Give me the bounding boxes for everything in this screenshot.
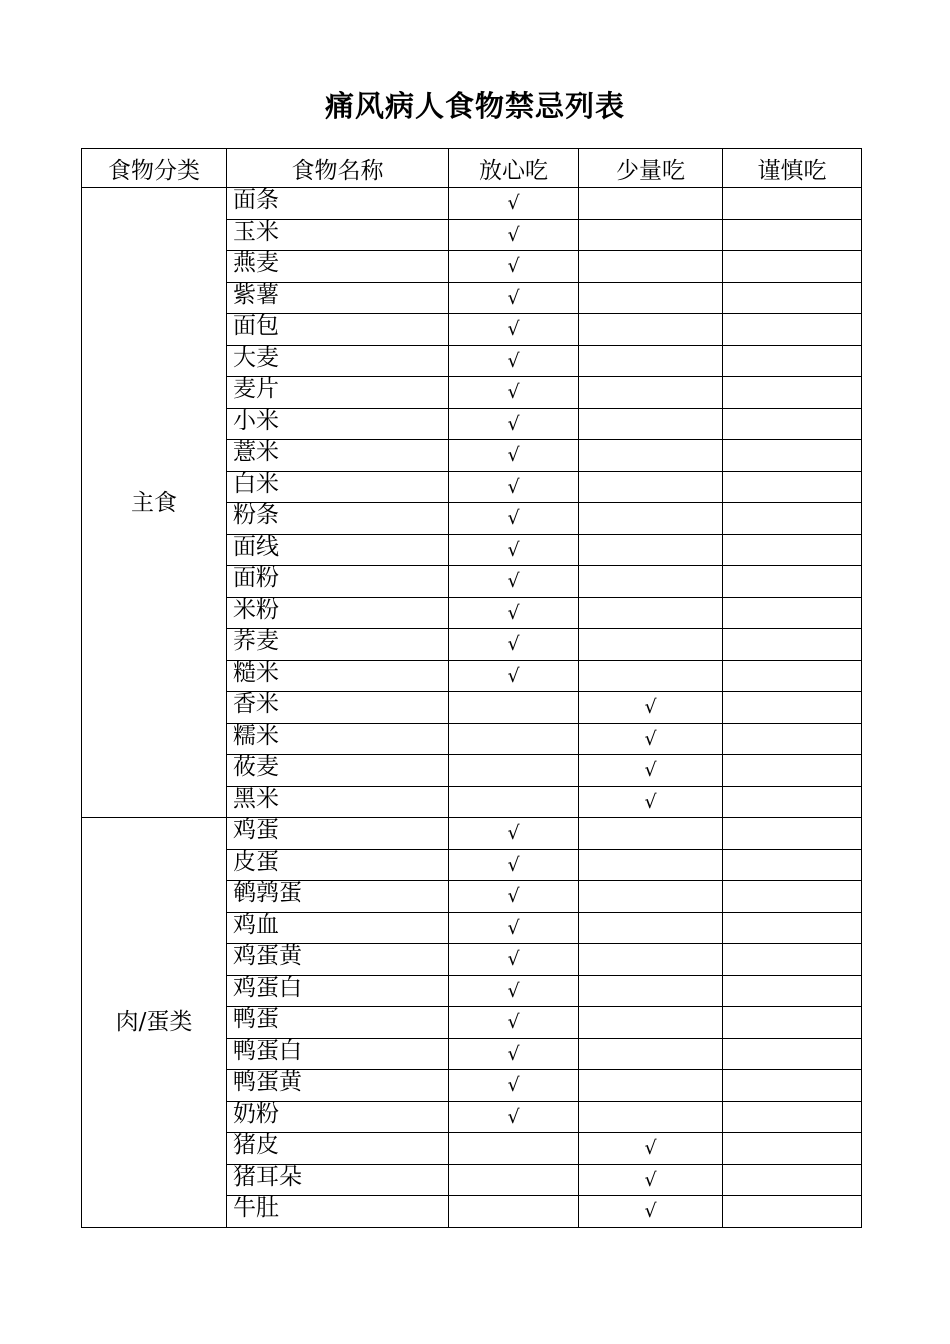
check-cell — [449, 723, 579, 755]
check-cell — [579, 597, 723, 629]
check-cell — [723, 912, 862, 944]
check-cell — [579, 282, 723, 314]
check-cell — [449, 345, 579, 377]
check-cell — [579, 975, 723, 1007]
check-cell — [723, 534, 862, 566]
check-cell — [449, 534, 579, 566]
check-mark: √ — [507, 570, 520, 593]
check-mark: √ — [507, 633, 520, 656]
check-cell — [579, 345, 723, 377]
check-mark: √ — [644, 759, 657, 782]
check-cell — [579, 503, 723, 535]
check-mark: √ — [507, 1011, 520, 1034]
check-cell — [579, 1007, 723, 1039]
header-category: 食物分类 — [82, 149, 227, 188]
food-name-cell: 猪耳朵 — [227, 1164, 449, 1196]
check-cell — [579, 534, 723, 566]
check-cell — [449, 377, 579, 409]
check-cell — [723, 408, 862, 440]
food-name-cell: 鸭蛋 — [227, 1007, 449, 1039]
check-cell — [579, 1164, 723, 1196]
check-cell — [723, 597, 862, 629]
check-cell — [579, 944, 723, 976]
food-name-cell: 荞麦 — [227, 629, 449, 661]
check-cell — [723, 471, 862, 503]
check-mark: √ — [507, 601, 520, 624]
food-name-cell: 燕麦 — [227, 251, 449, 283]
check-cell — [723, 1038, 862, 1070]
food-name-cell: 面条 — [227, 188, 449, 220]
check-cell — [723, 1133, 862, 1165]
header-row — [82, 149, 862, 188]
check-mark: √ — [507, 349, 520, 372]
check-cell — [449, 314, 579, 346]
check-cell — [449, 849, 579, 881]
check-mark: √ — [644, 1200, 657, 1223]
check-cell — [723, 944, 862, 976]
check-cell — [723, 881, 862, 913]
category-cell: 主食 — [82, 188, 227, 818]
check-cell — [449, 219, 579, 251]
check-cell — [723, 1196, 862, 1228]
check-cell — [579, 1038, 723, 1070]
check-cell — [723, 975, 862, 1007]
check-cell — [723, 314, 862, 346]
food-name-cell: 面线 — [227, 534, 449, 566]
check-cell — [723, 755, 862, 787]
check-mark: √ — [507, 885, 520, 908]
header-safe: 放心吃 — [449, 149, 579, 188]
food-name-cell: 鸡血 — [227, 912, 449, 944]
check-cell — [579, 188, 723, 220]
check-cell — [723, 566, 862, 598]
header-food-name: 食物名称 — [227, 149, 449, 188]
food-name-cell: 紫薯 — [227, 282, 449, 314]
check-cell — [579, 1070, 723, 1102]
check-cell — [723, 660, 862, 692]
check-cell — [579, 1101, 723, 1133]
check-cell — [723, 1007, 862, 1039]
check-cell — [723, 345, 862, 377]
check-cell — [449, 1038, 579, 1070]
check-cell — [449, 881, 579, 913]
food-name-cell: 糯米 — [227, 723, 449, 755]
check-cell — [449, 755, 579, 787]
check-cell — [449, 1164, 579, 1196]
check-cell — [579, 660, 723, 692]
check-cell — [579, 219, 723, 251]
food-name-cell: 鸡蛋 — [227, 818, 449, 850]
check-cell — [449, 440, 579, 472]
check-cell — [579, 818, 723, 850]
check-cell — [723, 1164, 862, 1196]
check-cell — [723, 377, 862, 409]
check-mark: √ — [644, 696, 657, 719]
category-cell: 肉/蛋类 — [82, 818, 227, 1228]
check-cell — [449, 471, 579, 503]
food-name-cell: 糙米 — [227, 660, 449, 692]
check-cell — [723, 818, 862, 850]
check-cell — [723, 1070, 862, 1102]
check-cell — [449, 1133, 579, 1165]
check-cell — [449, 1196, 579, 1228]
check-cell — [723, 503, 862, 535]
check-cell — [723, 723, 862, 755]
check-cell — [723, 219, 862, 251]
check-cell — [449, 282, 579, 314]
check-mark: √ — [507, 1042, 520, 1065]
check-cell — [579, 440, 723, 472]
page-title: 痛风病人食物禁忌列表 — [324, 89, 625, 123]
check-cell — [723, 692, 862, 724]
food-name-cell: 鸡蛋白 — [227, 975, 449, 1007]
check-cell — [579, 692, 723, 724]
check-cell — [449, 975, 579, 1007]
check-mark: √ — [507, 223, 520, 246]
check-cell — [579, 377, 723, 409]
check-cell — [449, 597, 579, 629]
food-name-cell: 白米 — [227, 471, 449, 503]
food-name-cell: 麦片 — [227, 377, 449, 409]
food-name-cell: 鸡蛋黄 — [227, 944, 449, 976]
check-mark: √ — [644, 1137, 657, 1160]
check-cell — [579, 1133, 723, 1165]
check-mark: √ — [507, 1105, 520, 1128]
check-mark: √ — [507, 381, 520, 404]
check-mark: √ — [644, 727, 657, 750]
check-cell — [579, 408, 723, 440]
check-mark: √ — [507, 853, 520, 876]
check-cell — [579, 314, 723, 346]
check-cell — [579, 755, 723, 787]
food-name-cell: 莜麦 — [227, 755, 449, 787]
check-cell — [579, 786, 723, 818]
check-cell — [449, 1070, 579, 1102]
check-mark: √ — [644, 1168, 657, 1191]
check-mark: √ — [507, 664, 520, 687]
food-name-cell: 玉米 — [227, 219, 449, 251]
check-cell — [723, 440, 862, 472]
food-name-cell: 小米 — [227, 408, 449, 440]
check-cell — [449, 408, 579, 440]
check-mark: √ — [507, 1074, 520, 1097]
check-mark: √ — [507, 192, 520, 215]
food-name-cell: 大麦 — [227, 345, 449, 377]
food-name-cell: 猪皮 — [227, 1133, 449, 1165]
check-cell — [723, 251, 862, 283]
check-mark: √ — [507, 822, 520, 845]
check-cell — [579, 849, 723, 881]
check-mark: √ — [507, 318, 520, 341]
check-cell — [449, 660, 579, 692]
check-cell — [579, 471, 723, 503]
check-cell — [449, 629, 579, 661]
check-cell — [723, 786, 862, 818]
check-cell — [449, 503, 579, 535]
check-cell — [449, 251, 579, 283]
check-cell — [723, 188, 862, 220]
check-cell — [579, 1196, 723, 1228]
check-cell — [449, 188, 579, 220]
header-moderate: 少量吃 — [579, 149, 723, 188]
check-cell — [579, 912, 723, 944]
food-name-cell: 粉条 — [227, 503, 449, 535]
food-name-cell: 牛肚 — [227, 1196, 449, 1228]
food-name-cell: 鹌鹑蛋 — [227, 881, 449, 913]
check-cell — [579, 881, 723, 913]
check-mark: √ — [507, 538, 520, 561]
food-name-cell: 鸭蛋白 — [227, 1038, 449, 1070]
check-cell — [449, 1007, 579, 1039]
check-cell — [723, 1101, 862, 1133]
table-row — [82, 188, 862, 220]
food-name-cell: 奶粉 — [227, 1101, 449, 1133]
food-name-cell: 面包 — [227, 314, 449, 346]
food-name-cell: 黑米 — [227, 786, 449, 818]
check-mark: √ — [507, 286, 520, 309]
check-cell — [579, 723, 723, 755]
check-mark: √ — [507, 255, 520, 278]
check-mark: √ — [507, 916, 520, 939]
check-cell — [579, 251, 723, 283]
food-name-cell: 米粉 — [227, 597, 449, 629]
food-table — [81, 148, 862, 1228]
check-cell — [579, 629, 723, 661]
check-mark: √ — [507, 475, 520, 498]
check-mark: √ — [507, 412, 520, 435]
check-cell — [449, 692, 579, 724]
check-cell — [723, 282, 862, 314]
header-caution: 谨慎吃 — [723, 149, 862, 188]
food-name-cell: 香米 — [227, 692, 449, 724]
check-cell — [449, 912, 579, 944]
check-cell — [449, 1101, 579, 1133]
check-cell — [449, 818, 579, 850]
check-cell — [449, 786, 579, 818]
check-cell — [723, 849, 862, 881]
check-cell — [449, 566, 579, 598]
check-cell — [579, 566, 723, 598]
check-mark: √ — [507, 979, 520, 1002]
check-mark: √ — [507, 948, 520, 971]
check-cell — [723, 629, 862, 661]
food-name-cell: 面粉 — [227, 566, 449, 598]
check-mark: √ — [644, 790, 657, 813]
check-cell — [449, 944, 579, 976]
food-name-cell: 皮蛋 — [227, 849, 449, 881]
food-name-cell: 薏米 — [227, 440, 449, 472]
table-row — [82, 818, 862, 850]
food-name-cell: 鸭蛋黄 — [227, 1070, 449, 1102]
check-mark: √ — [507, 507, 520, 530]
check-mark: √ — [507, 444, 520, 467]
